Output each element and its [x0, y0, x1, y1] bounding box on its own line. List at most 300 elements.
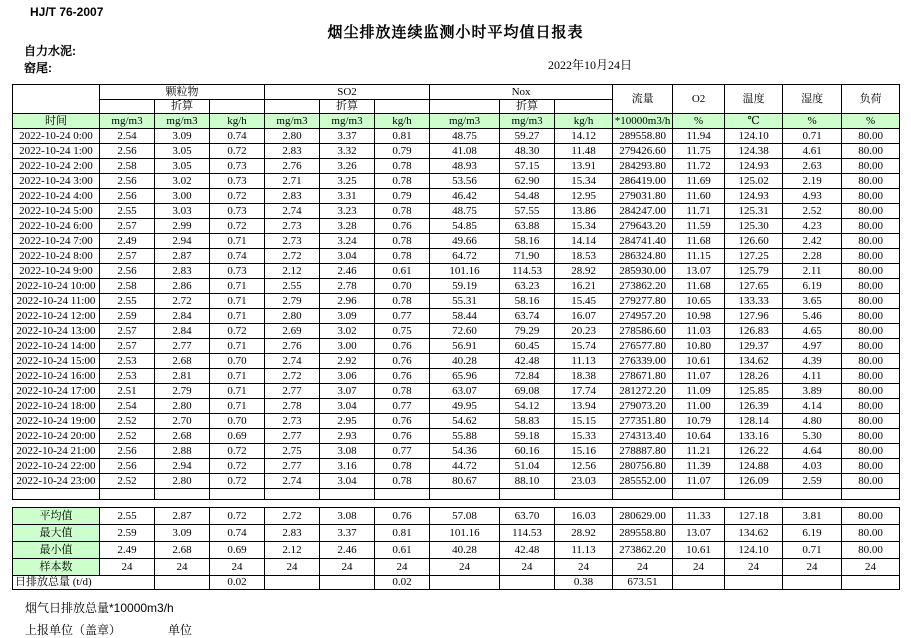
value-cell: 58.44: [430, 309, 500, 324]
value-cell: 11.00: [673, 399, 725, 414]
value-cell: 3.09: [155, 129, 210, 144]
empty-cell: [375, 489, 430, 500]
value-cell: 11.68: [673, 234, 725, 249]
value-cell: 2.56: [100, 444, 155, 459]
data-row: [13, 144, 900, 159]
report-date: 2022年10月24日: [548, 58, 633, 72]
value-cell: 0.78: [375, 159, 430, 174]
value-cell: 0.73: [210, 174, 265, 189]
value-cell: 2.77: [265, 459, 320, 474]
summary-value-cell: 114.53: [500, 525, 555, 542]
data-row: [13, 234, 900, 249]
value-cell: 3.04: [320, 399, 375, 414]
value-cell: 2.56: [100, 144, 155, 159]
value-cell: 80.00: [842, 309, 900, 324]
kiln-label: 窑尾:: [24, 61, 52, 75]
value-cell: 2.56: [100, 264, 155, 279]
value-cell: 2.63: [783, 159, 842, 174]
value-cell: 0.78: [375, 384, 430, 399]
summary-value-cell: 80.00: [842, 508, 900, 525]
summary-value-cell: 24: [375, 559, 430, 576]
value-cell: 2.56: [100, 459, 155, 474]
summary-value-cell: 127.18: [725, 508, 783, 525]
value-cell: 2.72: [265, 249, 320, 264]
unit-cell: kg/h: [375, 114, 430, 129]
value-cell: 2.54: [100, 129, 155, 144]
value-cell: 284293.80: [613, 159, 673, 174]
unit-cell: %: [783, 114, 842, 129]
summary-value-cell: 0.72: [210, 508, 265, 525]
value-cell: 48.75: [430, 129, 500, 144]
value-cell: 46.42: [430, 189, 500, 204]
summary-value-cell: 24: [783, 559, 842, 576]
value-cell: 2.59: [100, 309, 155, 324]
value-cell: 10.64: [673, 429, 725, 444]
value-cell: 128.14: [725, 414, 783, 429]
value-cell: 80.67: [430, 474, 500, 489]
value-cell: 10.80: [673, 339, 725, 354]
value-cell: 2.73: [265, 219, 320, 234]
value-cell: 80.00: [842, 234, 900, 249]
data-row: [13, 354, 900, 369]
value-cell: 0.77: [375, 444, 430, 459]
value-cell: 11.39: [673, 459, 725, 474]
value-cell: 23.03: [555, 474, 613, 489]
value-cell: 0.75: [375, 324, 430, 339]
value-cell: 0.74: [210, 249, 265, 264]
value-cell: 4.14: [783, 399, 842, 414]
value-cell: 129.37: [725, 339, 783, 354]
value-cell: 0.76: [375, 219, 430, 234]
data-row: [13, 294, 900, 309]
unit-cell: mg/m3: [430, 114, 500, 129]
value-cell: 2.84: [155, 309, 210, 324]
footer: [25, 599, 911, 638]
value-cell: 69.08: [500, 384, 555, 399]
time-cell: 2022-10-24 22:00: [13, 459, 100, 474]
data-row: [13, 399, 900, 414]
value-cell: 2.72: [265, 369, 320, 384]
value-cell: 2.80: [265, 309, 320, 324]
value-cell: 62.90: [500, 174, 555, 189]
value-cell: 3.06: [320, 369, 375, 384]
summary-value-cell: 289558.80: [613, 525, 673, 542]
value-cell: 0.81: [375, 129, 430, 144]
value-cell: 65.96: [430, 369, 500, 384]
value-cell: 114.53: [500, 264, 555, 279]
value-cell: 11.72: [673, 159, 725, 174]
value-cell: 0.73: [210, 159, 265, 174]
value-cell: 0.72: [210, 324, 265, 339]
value-cell: 11.75: [673, 144, 725, 159]
summary-value-cell: 24: [613, 559, 673, 576]
value-cell: 41.08: [430, 144, 500, 159]
summary-value-cell: 3.81: [783, 508, 842, 525]
value-cell: 79.29: [500, 324, 555, 339]
monitoring-table: [12, 84, 900, 500]
value-cell: 0.78: [375, 249, 430, 264]
value-cell: 80.00: [842, 174, 900, 189]
summary-value-cell: 80.00: [842, 542, 900, 559]
value-cell: 56.91: [430, 339, 500, 354]
value-cell: 80.00: [842, 369, 900, 384]
value-cell: 0.78: [375, 474, 430, 489]
unit-cell: *10000m3/h: [613, 114, 673, 129]
daily-total-so2: 0.02: [375, 576, 430, 590]
value-cell: 286419.00: [613, 174, 673, 189]
value-cell: 124.93: [725, 159, 783, 174]
data-row: [13, 369, 900, 384]
value-cell: 276339.00: [613, 354, 673, 369]
summary-value-cell: 0.61: [375, 542, 430, 559]
time-cell: 2022-10-24 17:00: [13, 384, 100, 399]
summary-value-cell: 273862.20: [613, 542, 673, 559]
value-cell: 55.88: [430, 429, 500, 444]
value-cell: 281272.20: [613, 384, 673, 399]
value-cell: 276577.80: [613, 339, 673, 354]
value-cell: 0.72: [210, 144, 265, 159]
value-cell: 2.70: [155, 414, 210, 429]
value-cell: 0.79: [375, 189, 430, 204]
value-cell: 2.95: [320, 414, 375, 429]
summary-value-cell: 24: [725, 559, 783, 576]
empty-cell: [783, 489, 842, 500]
value-cell: 10.98: [673, 309, 725, 324]
summary-row: [13, 508, 900, 525]
value-cell: 274313.40: [613, 429, 673, 444]
value-cell: 2.52: [100, 474, 155, 489]
summary-value-cell: 11.13: [555, 542, 613, 559]
value-cell: 0.71: [210, 294, 265, 309]
value-cell: 125.02: [725, 174, 783, 189]
value-cell: 4.64: [783, 444, 842, 459]
value-cell: 125.85: [725, 384, 783, 399]
data-row: [13, 219, 900, 234]
value-cell: 2.76: [265, 339, 320, 354]
value-cell: 280756.80: [613, 459, 673, 474]
value-cell: 0.76: [375, 429, 430, 444]
report-unit-label: 上报单位（盖章）: [25, 623, 122, 637]
value-cell: 4.93: [783, 189, 842, 204]
value-cell: 124.10: [725, 129, 783, 144]
value-cell: 11.48: [555, 144, 613, 159]
summary-row: [13, 525, 900, 542]
summary-value-cell: 57.08: [430, 508, 500, 525]
value-cell: 3.24: [320, 234, 375, 249]
value-cell: 2.77: [155, 339, 210, 354]
time-cell: 2022-10-24 20:00: [13, 429, 100, 444]
time-cell: 2022-10-24 16:00: [13, 369, 100, 384]
value-cell: 3.04: [320, 474, 375, 489]
value-cell: 2.93: [320, 429, 375, 444]
value-cell: 0.72: [210, 189, 265, 204]
value-cell: 11.07: [673, 369, 725, 384]
time-cell: 2022-10-24 1:00: [13, 144, 100, 159]
summary-value-cell: 101.16: [430, 525, 500, 542]
value-cell: 11.59: [673, 219, 725, 234]
data-row: [13, 444, 900, 459]
summary-value-cell: 6.19: [783, 525, 842, 542]
value-cell: 80.00: [842, 384, 900, 399]
value-cell: 16.21: [555, 279, 613, 294]
value-cell: 0.70: [210, 414, 265, 429]
value-cell: 3.03: [155, 204, 210, 219]
time-cell: 2022-10-24 10:00: [13, 279, 100, 294]
unit-label: 单位: [168, 623, 193, 637]
value-cell: 80.00: [842, 159, 900, 174]
time-cell: 2022-10-24 4:00: [13, 189, 100, 204]
value-cell: 2.57: [100, 249, 155, 264]
value-cell: 2.83: [265, 144, 320, 159]
value-cell: 15.34: [555, 174, 613, 189]
value-cell: 48.93: [430, 159, 500, 174]
value-cell: 128.26: [725, 369, 783, 384]
empty-cell: [673, 489, 725, 500]
data-row: [13, 129, 900, 144]
value-cell: 11.60: [673, 189, 725, 204]
empty-cell: [430, 489, 500, 500]
value-cell: 3.08: [320, 444, 375, 459]
value-cell: 125.31: [725, 204, 783, 219]
value-cell: 4.97: [783, 339, 842, 354]
value-cell: 2.84: [155, 324, 210, 339]
value-cell: 285930.00: [613, 264, 673, 279]
value-cell: 0.71: [210, 369, 265, 384]
value-cell: 2.75: [265, 444, 320, 459]
time-cell: 2022-10-24 2:00: [13, 159, 100, 174]
summary-value-cell: 24: [155, 559, 210, 576]
group-temp: 温度: [725, 85, 783, 114]
value-cell: 278887.80: [613, 444, 673, 459]
value-cell: 2.58: [100, 159, 155, 174]
value-cell: 0.78: [375, 459, 430, 474]
summary-value-cell: 10.61: [673, 542, 725, 559]
value-cell: 0.79: [375, 144, 430, 159]
blank-cell: [555, 100, 613, 114]
value-cell: 2.92: [320, 354, 375, 369]
value-cell: 15.16: [555, 444, 613, 459]
value-cell: 133.33: [725, 294, 783, 309]
value-cell: 11.09: [673, 384, 725, 399]
value-cell: 80.00: [842, 189, 900, 204]
time-cell: 2022-10-24 15:00: [13, 354, 100, 369]
value-cell: 17.74: [555, 384, 613, 399]
value-cell: 11.71: [673, 204, 725, 219]
group-nox: Nox: [430, 85, 613, 100]
summary-value-cell: 40.28: [430, 542, 500, 559]
value-cell: 279277.80: [613, 294, 673, 309]
value-cell: 18.53: [555, 249, 613, 264]
group-pm: 颗粒物: [100, 85, 265, 100]
unit-cell: kg/h: [210, 114, 265, 129]
value-cell: 80.00: [842, 429, 900, 444]
value-cell: 2.12: [265, 264, 320, 279]
value-cell: 0.73: [210, 204, 265, 219]
value-cell: 2.57: [100, 219, 155, 234]
empty-cell: [155, 489, 210, 500]
value-cell: 3.89: [783, 384, 842, 399]
value-cell: 88.10: [500, 474, 555, 489]
value-cell: 2.79: [155, 384, 210, 399]
value-cell: 2.80: [155, 474, 210, 489]
data-row: [13, 414, 900, 429]
summary-row: [13, 542, 900, 559]
value-cell: 80.00: [842, 414, 900, 429]
value-cell: 0.72: [210, 444, 265, 459]
value-cell: 2.73: [265, 234, 320, 249]
data-row: [13, 309, 900, 324]
blank-cell: [375, 100, 430, 114]
time-cell: 2022-10-24 12:00: [13, 309, 100, 324]
value-cell: 13.86: [555, 204, 613, 219]
value-cell: 3.32: [320, 144, 375, 159]
blank-cell: [842, 576, 900, 590]
value-cell: 2.68: [155, 429, 210, 444]
value-cell: 80.00: [842, 339, 900, 354]
unit-cell: mg/m3: [320, 114, 375, 129]
value-cell: 2.73: [265, 414, 320, 429]
value-cell: 2.54: [100, 399, 155, 414]
value-cell: 11.68: [673, 279, 725, 294]
unit-cell: mg/m3: [100, 114, 155, 129]
summary-label: 样本数: [13, 559, 100, 576]
summary-value-cell: 2.55: [100, 508, 155, 525]
summary-value-cell: 80.00: [842, 525, 900, 542]
time-cell: 2022-10-24 13:00: [13, 324, 100, 339]
value-cell: 0.70: [375, 279, 430, 294]
blank-cell: [265, 100, 320, 114]
value-cell: 2.88: [155, 444, 210, 459]
unit-cell: mg/m3: [265, 114, 320, 129]
group-load: 负荷: [842, 85, 900, 114]
value-cell: 11.03: [673, 324, 725, 339]
value-cell: 127.96: [725, 309, 783, 324]
value-cell: 2.58: [100, 279, 155, 294]
time-cell: 2022-10-24 3:00: [13, 174, 100, 189]
empty-cell: [725, 489, 783, 500]
value-cell: 48.30: [500, 144, 555, 159]
value-cell: 63.07: [430, 384, 500, 399]
empty-cell: [500, 489, 555, 500]
data-row: [13, 384, 900, 399]
value-cell: 2.74: [265, 204, 320, 219]
value-cell: 0.70: [210, 354, 265, 369]
summary-value-cell: 3.09: [155, 525, 210, 542]
summary-label: 最小值: [13, 542, 100, 559]
value-cell: 126.09: [725, 474, 783, 489]
data-row: [13, 159, 900, 174]
value-cell: 124.38: [725, 144, 783, 159]
value-cell: 279031.80: [613, 189, 673, 204]
summary-value-cell: 2.49: [100, 542, 155, 559]
value-cell: 58.16: [500, 234, 555, 249]
value-cell: 3.37: [320, 129, 375, 144]
value-cell: 4.23: [783, 219, 842, 234]
time-cell: 2022-10-24 18:00: [13, 399, 100, 414]
group-so2: SO2: [265, 85, 430, 100]
value-cell: 80.00: [842, 279, 900, 294]
value-cell: 2.52: [100, 414, 155, 429]
value-cell: 15.74: [555, 339, 613, 354]
value-cell: 2.49: [100, 234, 155, 249]
group-header-row: [13, 85, 900, 100]
value-cell: 0.76: [375, 354, 430, 369]
value-cell: 133.16: [725, 429, 783, 444]
group-o2: O2: [673, 85, 725, 114]
summary-label: 平均值: [13, 508, 100, 525]
time-cell: 2022-10-24 14:00: [13, 339, 100, 354]
value-cell: 10.61: [673, 354, 725, 369]
summary-value-cell: 24: [500, 559, 555, 576]
value-cell: 0.71: [210, 279, 265, 294]
value-cell: 5.46: [783, 309, 842, 324]
value-cell: 59.18: [500, 429, 555, 444]
blank-cell: [500, 576, 555, 590]
value-cell: 14.12: [555, 129, 613, 144]
value-cell: 3.00: [320, 339, 375, 354]
time-cell: 2022-10-24 0:00: [13, 129, 100, 144]
value-cell: 279643.20: [613, 219, 673, 234]
summary-value-cell: 63.70: [500, 508, 555, 525]
value-cell: 3.04: [320, 249, 375, 264]
value-cell: 285552.00: [613, 474, 673, 489]
value-cell: 2.87: [155, 249, 210, 264]
summary-value-cell: 0.69: [210, 542, 265, 559]
value-cell: 124.88: [725, 459, 783, 474]
value-cell: 54.12: [500, 399, 555, 414]
value-cell: 2.74: [265, 474, 320, 489]
time-cell: 2022-10-24 19:00: [13, 414, 100, 429]
value-cell: 80.00: [842, 204, 900, 219]
value-cell: 4.65: [783, 324, 842, 339]
value-cell: 80.00: [842, 474, 900, 489]
value-cell: 13.91: [555, 159, 613, 174]
value-cell: 3.23: [320, 204, 375, 219]
value-cell: 54.85: [430, 219, 500, 234]
value-cell: 42.48: [500, 354, 555, 369]
value-cell: 0.61: [375, 264, 430, 279]
value-cell: 3.00: [155, 189, 210, 204]
value-cell: 54.48: [500, 189, 555, 204]
summary-value-cell: 13.07: [673, 525, 725, 542]
summary-value-cell: 2.59: [100, 525, 155, 542]
data-row: [13, 204, 900, 219]
value-cell: 2.53: [100, 354, 155, 369]
value-cell: 72.84: [500, 369, 555, 384]
blank-cell: [430, 576, 500, 590]
value-cell: 2.80: [265, 129, 320, 144]
value-cell: 2.19: [783, 174, 842, 189]
value-cell: 0.71: [210, 309, 265, 324]
value-cell: 11.13: [555, 354, 613, 369]
value-cell: 11.94: [673, 129, 725, 144]
standard-code: HJ/T 76-2007: [30, 5, 104, 19]
corner-cell: [13, 85, 100, 114]
value-cell: 44.72: [430, 459, 500, 474]
value-cell: 10.79: [673, 414, 725, 429]
unit-cell: %: [842, 114, 900, 129]
time-cell: 2022-10-24 6:00: [13, 219, 100, 234]
blank-cell: [155, 576, 210, 590]
value-cell: 4.61: [783, 144, 842, 159]
value-cell: 60.45: [500, 339, 555, 354]
value-cell: 15.15: [555, 414, 613, 429]
blank-cell: [673, 576, 725, 590]
daily-total-label: 日排放总量 (t/d): [13, 576, 155, 590]
summary-value-cell: 28.92: [555, 525, 613, 542]
value-cell: 2.86: [155, 279, 210, 294]
value-cell: 0.72: [210, 219, 265, 234]
